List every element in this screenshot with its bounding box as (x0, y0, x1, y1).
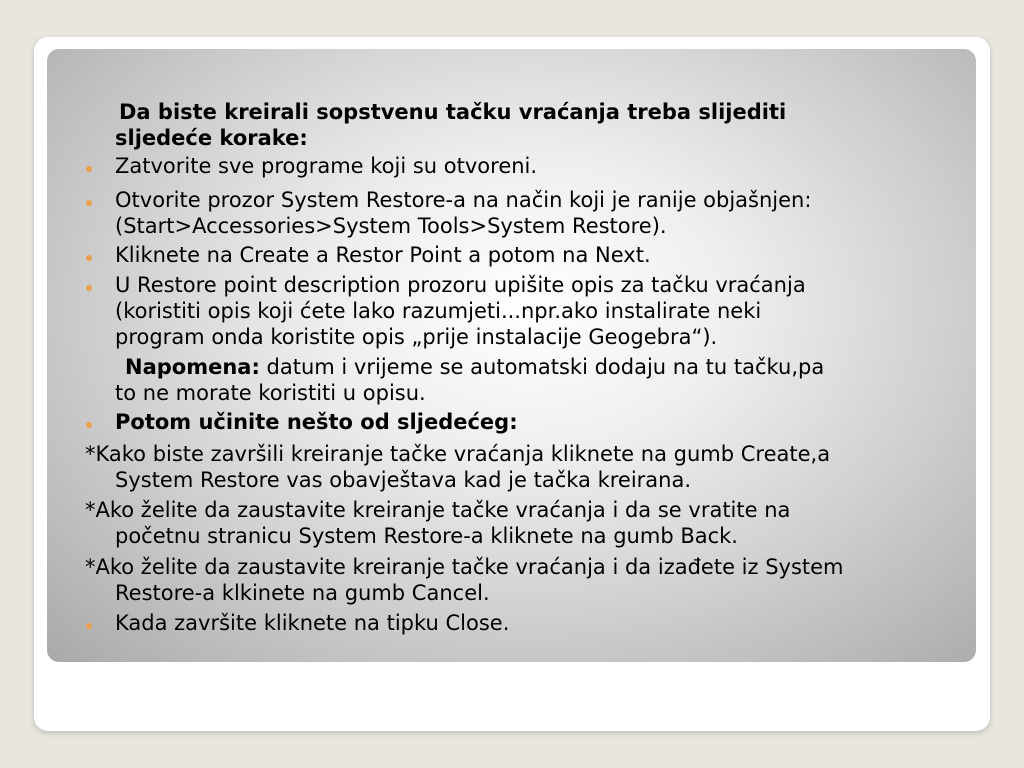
intro-line-1: Da biste kreirali sopstvenu tačku vraćanja treba slijediti (119, 100, 787, 124)
bullet-dot (86, 623, 92, 629)
bullet-do-one-of-following: Potom učinite nešto od sljedećeg: (115, 410, 518, 434)
bullet-dot (86, 200, 92, 206)
bullet-open-restore-line-2: (Start>Accessories>System Tools>System Restore). (115, 214, 667, 238)
note-line-2: to ne morate koristiti u opisu. (115, 381, 426, 405)
note-line-1 (125, 354, 824, 380)
option-back-line-2: početnu stranicu System Restore-a kliknete na gumb Back. (115, 524, 738, 548)
bullet-open-restore-line-1: Otvorite prozor System Restore-a na način koji je ranije objašnjen: (115, 188, 812, 212)
option-create-line-1: *Kako biste završili kreiranje tačke vraćanja kliknete na gumb Create,a (85, 442, 831, 466)
bullet-dot (86, 285, 92, 291)
bullet-description-line-1: U Restore point description prozoru upišite opis za tačku vraćanja (115, 273, 806, 297)
bullet-create-restore-point: Kliknete na Create a Restor Point a potom na Next. (115, 243, 651, 267)
option-cancel-line-2: Restore-a klkinete na gumb Cancel. (115, 581, 490, 605)
bullet-close-programs: Zatvorite sve programe koji su otvoreni. (115, 154, 538, 178)
note-text: datum i vrijeme se automatski dodaju na tu tačku,pa (259, 355, 825, 379)
bullet-close: Kada završite kliknete na tipku Close. (115, 611, 510, 635)
content-box (47, 49, 976, 662)
intro-line-2: sljedeće korake: (115, 126, 308, 150)
note-label: Napomena: (125, 355, 260, 379)
bullet-dot (86, 255, 92, 261)
option-cancel-line-1: *Ako želite da zaustavite kreiranje tačke vraćanja i da izađete iz System (85, 555, 844, 579)
bullet-description-line-3: program onda koristite opis „prije instalacije Geogebra“). (115, 325, 718, 349)
option-create-line-2: System Restore vas obavještava kad je tačka kreirana. (115, 468, 692, 492)
bullet-dot (86, 166, 92, 172)
bullet-dot (86, 422, 92, 428)
bullet-description-line-2: (koristiti opis koji ćete lako razumjeti...npr.ako instalirate neki (115, 299, 762, 323)
option-back-line-1: *Ako želite da zaustavite kreiranje tačke vraćanja i da se vratite na (85, 498, 791, 522)
